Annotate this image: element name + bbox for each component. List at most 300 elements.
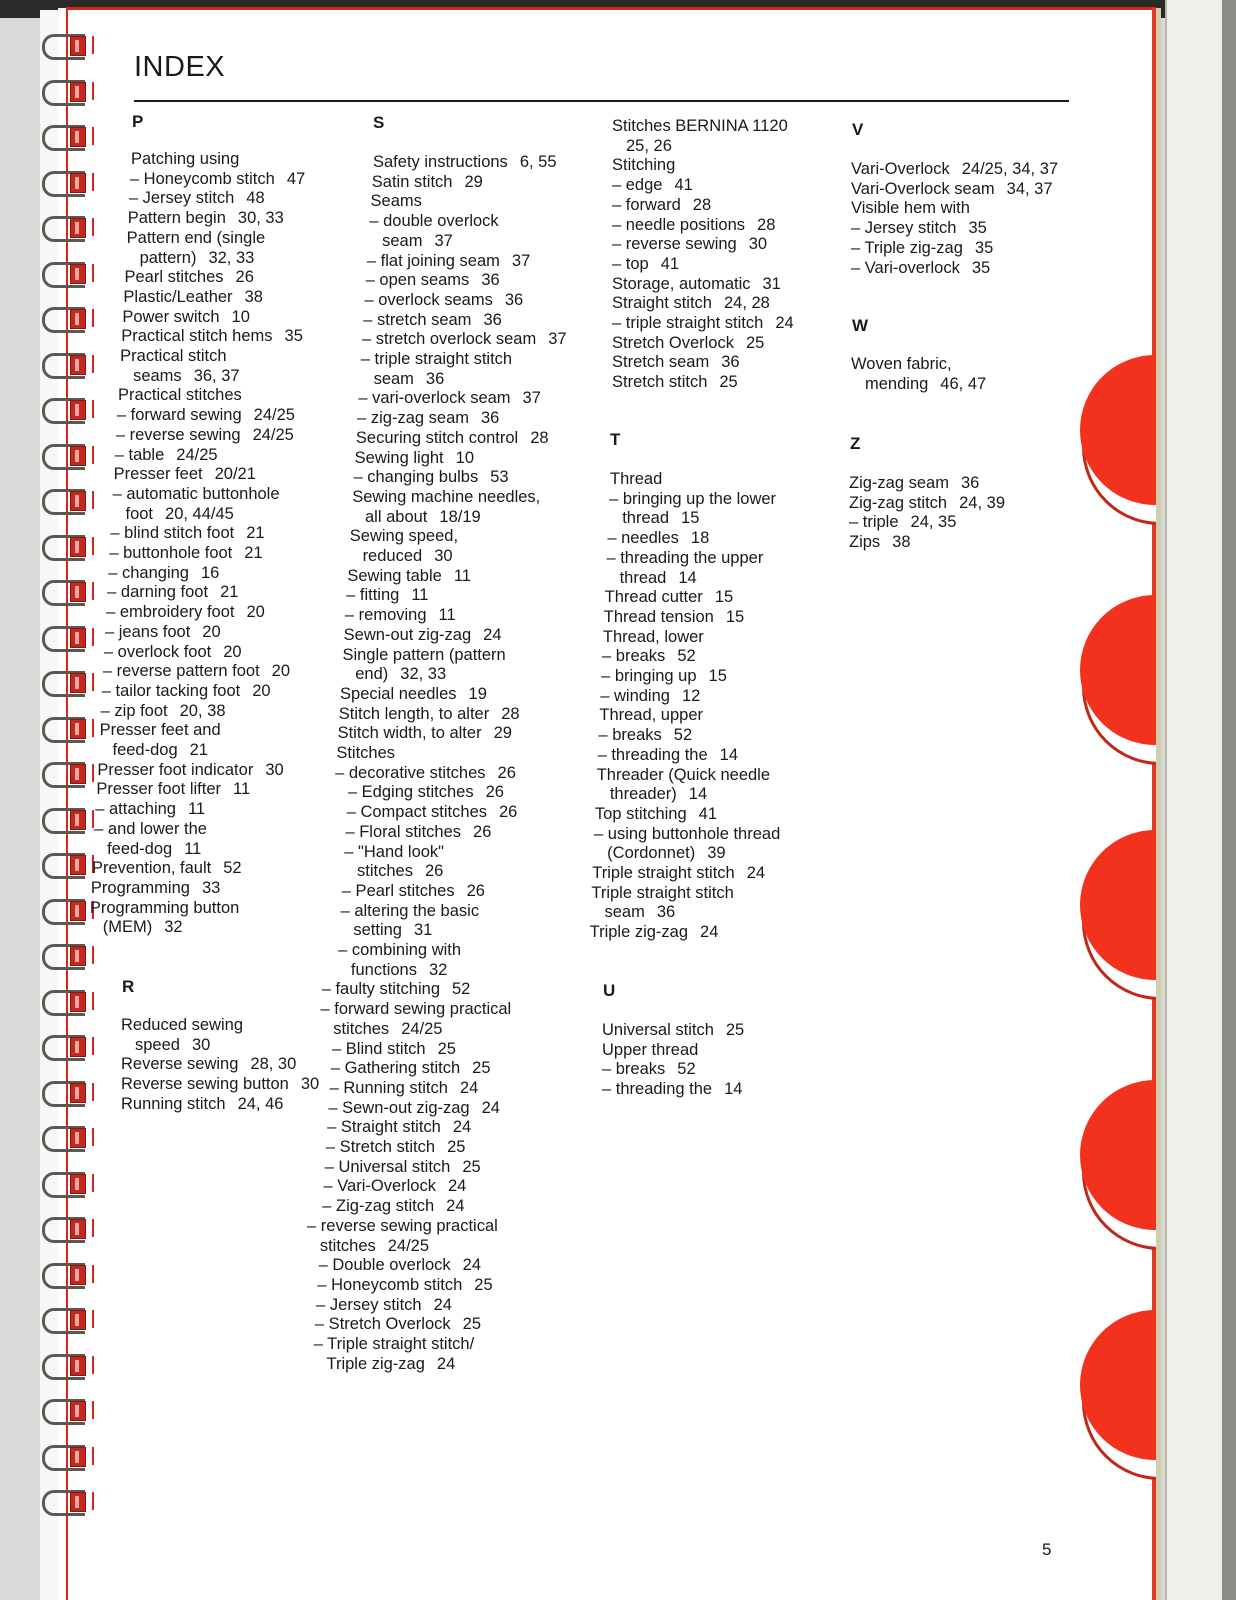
entry-term: – Double overlock	[318, 1256, 451, 1275]
index-entry	[590, 923, 719, 943]
index-entry	[342, 646, 505, 666]
spiral-coil-icon	[42, 258, 102, 288]
entry-term: – Zig-zag stitch	[322, 1197, 435, 1216]
entry-page-numbers: 15	[714, 588, 734, 607]
index-entry	[851, 180, 1053, 200]
entry-term: – tailor tacking foot	[101, 681, 241, 700]
entry-page-numbers: 24	[481, 1098, 500, 1117]
index-entry	[610, 785, 707, 805]
index-entry	[332, 1040, 456, 1060]
entry-term: Stitches	[336, 744, 396, 762]
entry-term: Woven fabric,	[851, 355, 952, 373]
entry-page-numbers: 24, 46	[237, 1094, 284, 1113]
entry-term: – Triple zig-zag	[851, 238, 963, 257]
entry-page-numbers: 28, 30	[250, 1055, 297, 1074]
entry-term: Single pattern (pattern	[342, 645, 506, 664]
index-entry	[602, 1041, 698, 1061]
index-entry	[849, 494, 1005, 514]
index-entry	[594, 825, 780, 845]
entry-page-numbers: 20/21	[214, 465, 256, 484]
index-entry	[131, 150, 239, 170]
entry-term: stitches	[319, 1236, 376, 1255]
entry-page-numbers: 52	[223, 859, 242, 878]
index-entry	[612, 255, 679, 275]
index-entry	[597, 766, 770, 786]
entry-term: Presser foot lifter	[96, 780, 222, 799]
entry-term: Plastic/Leather	[123, 287, 233, 306]
index-entry	[121, 327, 303, 347]
entry-page-numbers: 32	[428, 960, 448, 979]
entry-page-numbers: 21	[220, 583, 239, 602]
entry-page-numbers: 32, 33	[400, 665, 447, 684]
entry-page-numbers: 37	[434, 231, 453, 250]
index-entry	[340, 685, 487, 705]
entry-page-numbers: 36, 37	[193, 366, 240, 385]
entry-page-numbers: 11	[233, 780, 251, 799]
index-entry	[612, 334, 764, 354]
index-entry	[626, 137, 672, 157]
index-entry	[112, 741, 208, 761]
entry-term: – Jersey stitch	[316, 1295, 422, 1314]
title-rule	[134, 100, 1069, 102]
entry-term: Threader (Quick needle	[596, 765, 771, 784]
index-entry	[331, 1059, 491, 1079]
index-entry	[601, 667, 727, 687]
index-entry	[95, 800, 205, 820]
entry-term: – Vari-Overlock	[323, 1177, 436, 1196]
page-title: INDEX	[134, 51, 226, 84]
entry-page-numbers: 26	[466, 881, 485, 900]
spiral-coil-icon	[42, 394, 102, 424]
entry-page-numbers: 24/25	[401, 1019, 443, 1038]
spiral-coil-icon	[42, 1122, 102, 1152]
entry-term: – Universal stitch	[324, 1157, 451, 1176]
entry-term: – bringing up	[601, 667, 697, 685]
index-entry	[113, 485, 280, 505]
index-entry	[612, 373, 738, 393]
entry-page-numbers: 37	[548, 330, 567, 349]
entry-term: – stretch overlock seam	[362, 330, 537, 349]
entry-page-numbers: 20	[223, 642, 242, 661]
index-entry	[103, 662, 290, 682]
entry-page-numbers: 24	[483, 625, 502, 644]
entry-term: Safety instructions	[373, 153, 508, 171]
index-entry	[592, 864, 765, 884]
entry-page-numbers: 30	[191, 1035, 211, 1054]
entry-page-numbers: 24	[700, 923, 719, 942]
entry-page-numbers: 36	[481, 271, 500, 290]
index-entry	[101, 702, 226, 722]
index-entry	[612, 353, 740, 373]
entry-page-numbers: 39	[707, 844, 726, 863]
entry-page-numbers: 24, 28	[723, 294, 770, 313]
entry-page-numbers: 24/25	[252, 425, 294, 444]
entry-term: Pearl stitches	[124, 268, 224, 287]
index-entry	[371, 192, 422, 212]
entry-page-numbers: 26	[473, 822, 492, 841]
entry-term: – triple straight stitch	[612, 314, 764, 332]
spiral-coil-icon	[42, 1486, 102, 1516]
spiral-coil-icon	[42, 30, 102, 60]
entry-term: – threading the upper	[606, 548, 764, 567]
entry-page-numbers: 26	[485, 783, 504, 802]
index-entry	[598, 726, 692, 746]
entry-page-numbers: 15	[708, 667, 727, 685]
entry-term: Storage, automatic	[612, 274, 751, 293]
entry-page-numbers: 28	[501, 704, 520, 723]
entry-page-numbers: 26	[497, 763, 516, 782]
index-entry	[326, 1355, 455, 1375]
entry-term: – attaching	[95, 800, 176, 819]
entry-term: Running stitch	[121, 1094, 226, 1113]
index-entry	[382, 232, 453, 252]
index-entry	[320, 1000, 511, 1020]
entry-term: – fitting	[346, 586, 400, 605]
page-red-border-top	[66, 7, 1156, 10]
entry-term: stitches	[357, 862, 413, 881]
index-entry	[612, 216, 775, 236]
entry-page-numbers: 20, 38	[179, 701, 226, 720]
index-entry	[97, 761, 283, 781]
entry-term: – reverse sewing	[612, 235, 737, 254]
entry-page-numbers: 41	[698, 804, 717, 823]
index-entry	[133, 367, 239, 387]
entry-term: Stretch seam	[612, 353, 710, 372]
entry-page-numbers: 25	[725, 1021, 745, 1039]
entry-term: end)	[355, 665, 389, 684]
index-entry	[323, 1177, 466, 1197]
entry-page-numbers: 37	[511, 251, 531, 270]
index-entry	[367, 252, 530, 272]
spiral-coil-icon	[42, 485, 102, 515]
entry-term: – combining with	[338, 941, 462, 959]
entry-term: – embroidery foot	[106, 603, 235, 622]
entry-term: – Pearl stitches	[341, 881, 455, 900]
index-entry	[361, 350, 512, 370]
thumb-tab-icon	[1080, 1310, 1156, 1480]
index-entry	[140, 249, 255, 269]
index-entry	[121, 1095, 283, 1115]
entry-term: – Honeycomb stitch	[317, 1275, 463, 1294]
entry-term: – blind stitch foot	[110, 524, 235, 543]
entry-term: Straight stitch	[612, 294, 712, 313]
spiral-coil-icon	[42, 1441, 102, 1471]
entry-term: – overlock seams	[364, 290, 493, 309]
entry-term: Prevention, fault	[91, 859, 212, 878]
index-entry	[620, 569, 697, 589]
entry-page-numbers: 29	[464, 172, 483, 191]
index-entry	[120, 347, 226, 367]
section-letter-t: T	[610, 430, 621, 449]
entry-page-numbers: 30, 33	[237, 209, 284, 228]
entry-page-numbers: 36	[481, 409, 500, 428]
entry-term: Triple zig-zag	[326, 1354, 425, 1373]
entry-page-numbers: 24/25, 34, 37	[961, 160, 1059, 178]
entry-page-numbers: 25	[719, 373, 738, 392]
entry-term: – triple	[849, 513, 899, 532]
index-entry	[128, 209, 284, 229]
entry-term: Stitch length, to alter	[338, 704, 490, 723]
index-entry	[351, 961, 447, 981]
index-entry	[114, 465, 256, 485]
spiral-coil-icon	[42, 1304, 102, 1334]
entry-term: – forward sewing	[116, 406, 242, 425]
entry-term: Thread, upper	[599, 706, 704, 725]
index-entry	[350, 527, 458, 547]
index-entry	[363, 311, 502, 331]
index-entry	[346, 586, 428, 606]
entry-term: – Stretch stitch	[325, 1138, 436, 1156]
entry-page-numbers: 12	[681, 686, 701, 705]
index-entry	[849, 474, 979, 494]
entry-term: seam	[604, 903, 645, 922]
entry-page-numbers: 28	[530, 428, 549, 447]
entry-term: Triple zig-zag	[589, 923, 689, 942]
entry-page-numbers: 24, 35	[910, 513, 957, 532]
entry-term: Thread, lower	[602, 627, 704, 646]
entry-term: – zig-zag seam	[357, 409, 469, 428]
index-entry	[341, 902, 480, 922]
spiral-coil-icon	[42, 1350, 102, 1380]
entry-term: Visible hem with	[851, 199, 970, 218]
index-entry	[609, 490, 776, 510]
entry-page-numbers: 34, 37	[1006, 179, 1053, 198]
thumb-tab-icon	[1080, 830, 1156, 1000]
entry-term: – needles	[607, 529, 679, 548]
index-entry	[374, 370, 445, 390]
section-letter-u: U	[603, 981, 616, 1000]
entry-page-numbers: 20	[202, 622, 221, 641]
index-entry	[102, 682, 271, 702]
entry-page-numbers: 10	[455, 448, 475, 467]
entry-term: seam	[382, 231, 423, 250]
entry-term: setting	[353, 921, 402, 940]
index-entry	[603, 628, 704, 648]
entry-term: – Honeycomb stitch	[129, 169, 275, 188]
entry-page-numbers: 38	[244, 287, 263, 306]
entry-term: – zip foot	[100, 701, 168, 720]
entry-page-numbers: 20, 44/45	[165, 504, 234, 523]
index-entry	[96, 780, 250, 800]
index-entry	[366, 271, 500, 291]
entry-term: speed	[135, 1035, 180, 1054]
entry-term: Patching using	[131, 150, 240, 168]
entry-term: – Stretch Overlock	[314, 1315, 451, 1334]
index-entry	[336, 744, 395, 764]
entry-term: Securing stitch control	[355, 428, 519, 447]
spiral-coil-icon	[42, 303, 102, 333]
index-entry	[338, 941, 461, 961]
entry-page-numbers: 15	[725, 607, 745, 626]
entry-term: Pattern begin	[127, 209, 226, 228]
entry-term: – Edging stitches	[347, 783, 474, 802]
entry-term: – overlock foot	[103, 642, 212, 661]
spiral-coil-icon	[42, 1077, 102, 1107]
entry-page-numbers: 24	[775, 314, 794, 332]
entry-term: Thread tension	[603, 607, 714, 626]
entry-term: Upper thread	[602, 1040, 699, 1059]
entry-page-numbers: 35	[968, 219, 987, 238]
index-entry	[315, 1315, 481, 1335]
index-entry	[612, 117, 788, 137]
spiral-coil-icon	[42, 667, 102, 697]
spiral-coil-icon	[42, 440, 102, 470]
index-entry	[345, 606, 456, 626]
thumb-tab-icon	[1080, 1080, 1156, 1250]
entry-page-numbers: 36	[504, 290, 524, 309]
entry-term: (MEM)	[102, 918, 153, 937]
spiral-coil-icon	[42, 1213, 102, 1243]
entry-term: – forward sewing practical	[320, 1000, 512, 1019]
entry-term: – Straight stitch	[327, 1118, 441, 1137]
entry-term: – forward	[612, 195, 681, 214]
entry-term: – Jersey stitch	[851, 219, 957, 238]
entry-page-numbers: 36	[960, 474, 980, 492]
index-entry	[344, 626, 502, 646]
entry-page-numbers: 32	[164, 918, 183, 937]
entry-term: thread	[622, 509, 670, 528]
section-letter-p: P	[132, 112, 144, 131]
entry-term: Thread cutter	[604, 588, 703, 607]
spiral-coil-icon	[42, 76, 102, 106]
entry-page-numbers: 28	[692, 195, 712, 214]
thumb-tab-icon	[1080, 595, 1156, 765]
entry-term: Power switch	[122, 307, 220, 326]
index-entry	[607, 844, 725, 864]
index-entry	[353, 921, 432, 941]
index-entry	[355, 665, 446, 685]
entry-term: Programming button	[89, 898, 240, 917]
entry-page-numbers: 52	[452, 980, 471, 999]
index-entry	[345, 823, 491, 843]
entry-term: thread	[619, 568, 667, 587]
entry-page-numbers: 25	[462, 1315, 481, 1334]
index-entry	[121, 1075, 319, 1095]
entry-page-numbers: 28	[757, 215, 776, 234]
entry-term: – vari-overlock seam	[358, 389, 511, 408]
index-entry	[118, 386, 242, 406]
spiral-coil-icon	[42, 1168, 102, 1198]
index-entry	[127, 229, 266, 249]
entry-page-numbers: 24	[433, 1295, 452, 1314]
index-entry	[326, 1138, 466, 1158]
entry-term: feed-dog	[107, 839, 173, 858]
spiral-coil-icon	[42, 758, 102, 788]
entry-term: 25, 26	[626, 136, 672, 155]
index-entry	[320, 1237, 429, 1257]
scan-backdrop-edge	[1222, 0, 1236, 1600]
entry-term: Zig-zag seam	[849, 474, 949, 492]
entry-term: foot	[125, 504, 154, 523]
entry-page-numbers: 21	[189, 741, 208, 759]
index-entry	[325, 1158, 481, 1178]
entry-term: reduced	[362, 547, 423, 565]
entry-term: Zig-zag stitch	[849, 493, 948, 512]
index-entry	[115, 446, 218, 466]
entry-page-numbers: 38	[892, 533, 911, 552]
index-entry	[317, 1276, 492, 1296]
page-edge-right	[1156, 8, 1161, 1600]
entry-page-numbers: 46, 47	[940, 374, 987, 393]
entry-term: Universal stitch	[602, 1021, 714, 1039]
entry-term: – Sewn-out zig-zag	[328, 1098, 470, 1117]
index-entry	[135, 1036, 210, 1056]
index-entry	[124, 268, 253, 288]
index-entry	[106, 603, 265, 623]
entry-term: all about	[365, 507, 428, 526]
index-entry	[122, 308, 250, 328]
entry-term: – "Hand look"	[344, 842, 445, 861]
entry-term: seams	[133, 366, 182, 385]
entry-page-numbers: 35	[974, 238, 994, 257]
entry-page-numbers: 24	[436, 1354, 456, 1373]
index-entry	[104, 643, 242, 663]
index-entry	[94, 820, 207, 840]
index-entry	[92, 859, 242, 879]
entry-term: – faulty stitching	[321, 980, 440, 999]
spiral-coil-icon	[42, 121, 102, 151]
spiral-coil-icon	[42, 167, 102, 197]
index-entry	[365, 508, 481, 528]
entry-page-numbers: 29	[493, 724, 512, 743]
index-entry	[353, 468, 508, 488]
index-entry	[129, 189, 265, 209]
entry-page-numbers: 25	[447, 1138, 466, 1156]
index-entry	[604, 608, 744, 628]
entry-page-numbers: 48	[246, 189, 265, 208]
entry-term: – Triple straight stitch/	[313, 1335, 475, 1353]
entry-page-numbers: 31	[413, 921, 433, 940]
entry-term: stitches	[333, 1019, 390, 1038]
entry-term: Vari-Overlock seam	[851, 179, 995, 198]
index-entry	[322, 980, 471, 1000]
index-entry	[125, 505, 233, 525]
entry-page-numbers: 11	[187, 800, 206, 819]
entry-term: – Running stitch	[329, 1078, 448, 1097]
entry-page-numbers: 52	[677, 1060, 696, 1079]
index-entry	[130, 170, 305, 190]
section-letter-z: Z	[850, 434, 861, 453]
entry-term: – double overlock	[369, 212, 499, 231]
entry-term: – table	[114, 445, 165, 464]
entry-page-numbers: 24	[452, 1118, 472, 1137]
index-entry	[373, 153, 557, 173]
index-entry	[851, 160, 1058, 180]
spiral-coil-icon	[42, 986, 102, 1016]
spiral-coil-icon	[42, 531, 102, 561]
entry-term: – winding	[600, 686, 670, 705]
entry-page-numbers: 10	[231, 307, 250, 326]
entry-term: functions	[350, 960, 417, 979]
entry-term: Presser foot indicator	[97, 760, 254, 779]
index-entry	[851, 239, 993, 259]
index-entry	[364, 291, 523, 311]
spiral-coil-icon	[42, 212, 102, 242]
spiral-coil-icon	[42, 1031, 102, 1061]
spiral-coil-icon	[42, 349, 102, 379]
index-entry	[314, 1335, 474, 1355]
index-entry	[328, 1099, 500, 1119]
index-entry	[322, 1197, 464, 1217]
index-entry	[363, 547, 453, 567]
entry-page-numbers: 21	[244, 544, 263, 562]
entry-page-numbers: 24	[447, 1177, 467, 1196]
entry-page-numbers: 14	[688, 785, 708, 804]
entry-term: pattern)	[139, 248, 197, 267]
entry-page-numbers: 6, 55	[519, 153, 557, 171]
index-entry	[330, 1079, 479, 1099]
spiral-coil-icon	[42, 1259, 102, 1289]
